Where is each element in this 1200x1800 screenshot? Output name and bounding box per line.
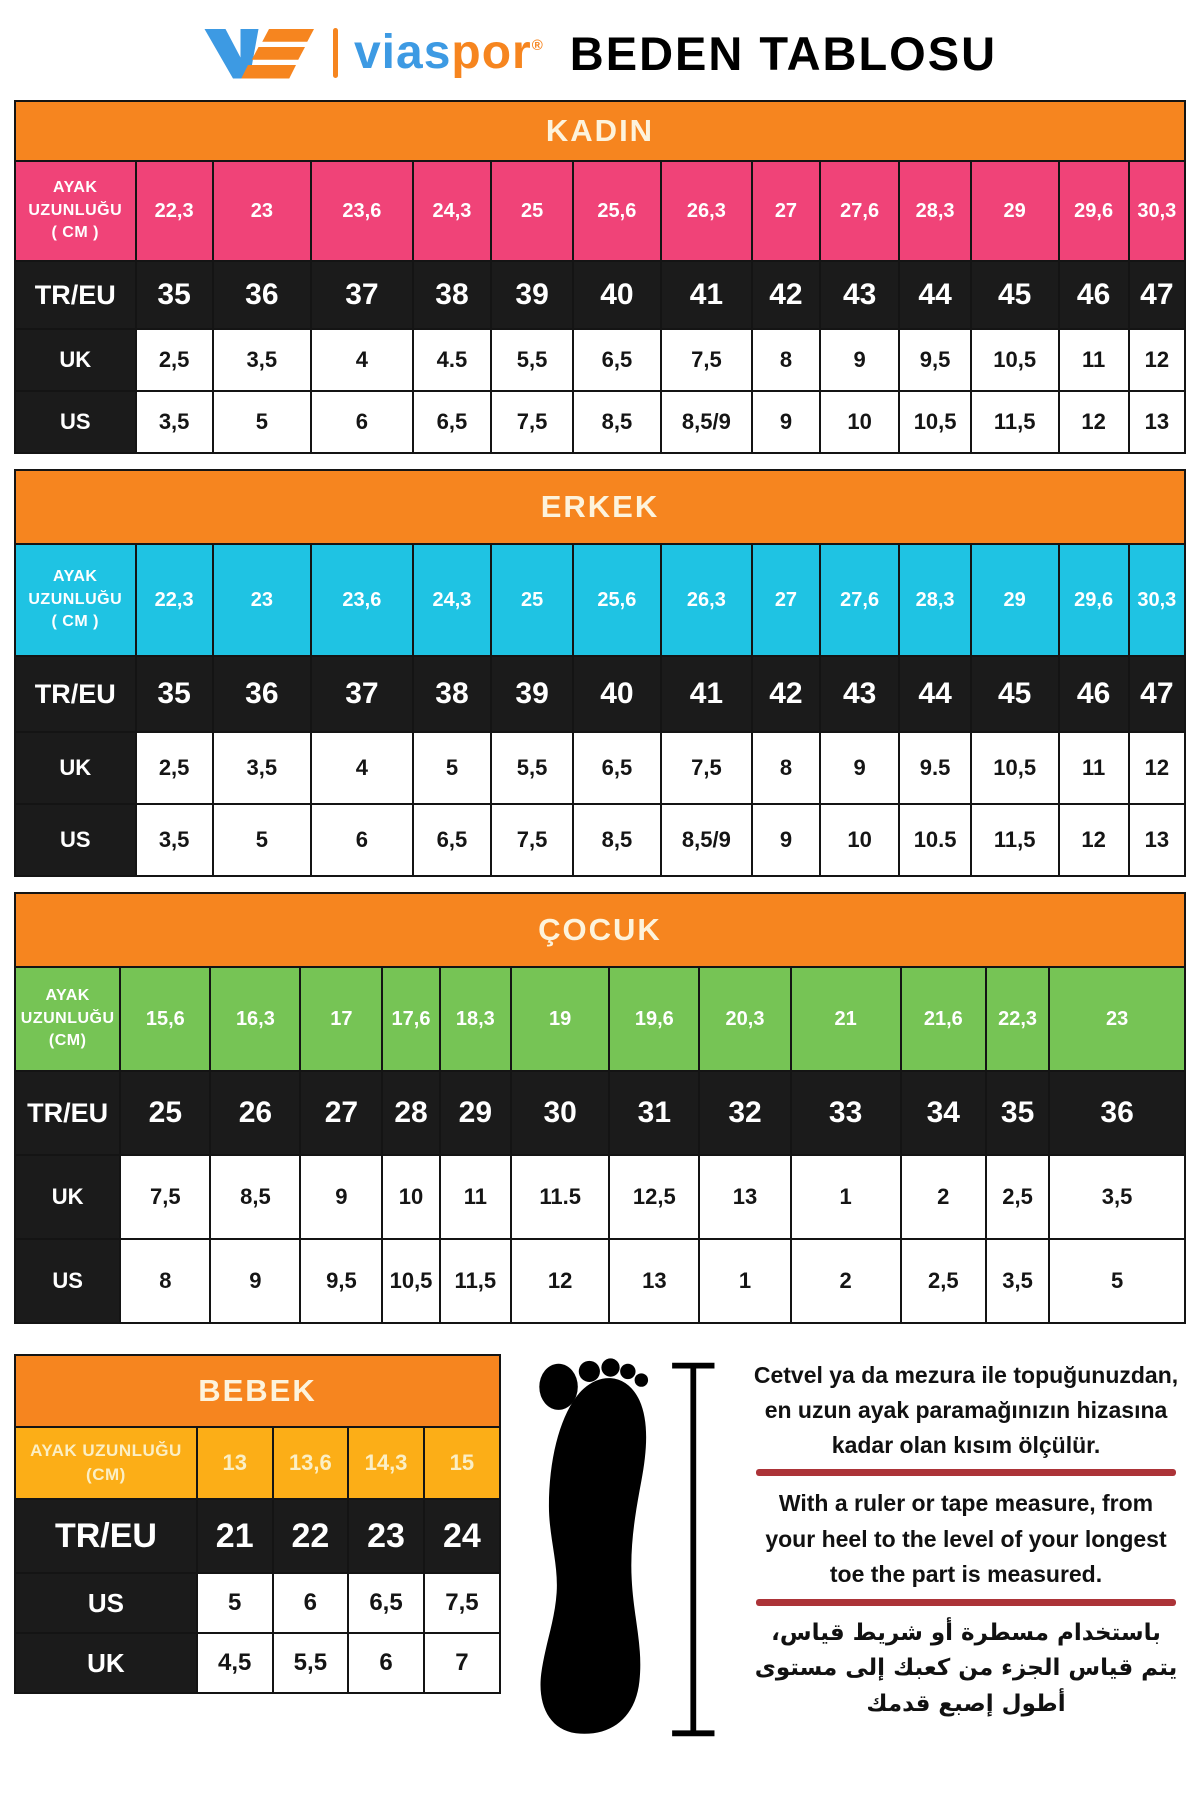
size-table-erkek-grid bbox=[14, 469, 1186, 877]
size-value-cell: 21 bbox=[197, 1499, 273, 1573]
foot-length-label: AYAK UZUNLUĞU (CM) bbox=[15, 1427, 197, 1499]
size-value-cell: 9 bbox=[752, 391, 820, 453]
table-title-cocuk: ÇOCUK bbox=[15, 893, 1185, 967]
size-value-cell: 3,5 bbox=[136, 804, 213, 876]
size-value-cell: 4 bbox=[311, 329, 413, 391]
cm-value-cell: 21 bbox=[791, 967, 901, 1071]
size-value-cell: 7,5 bbox=[661, 329, 752, 391]
cm-value-cell: 13,6 bbox=[273, 1427, 349, 1499]
size-value-cell: 4,5 bbox=[197, 1633, 273, 1693]
size-value-cell: 26 bbox=[210, 1071, 300, 1155]
size-value-cell: 45 bbox=[971, 656, 1059, 732]
bottom-row bbox=[14, 1354, 1186, 1741]
measurement-instructions bbox=[746, 1354, 1186, 1741]
row-label-tr-eu: TR/EU bbox=[15, 1499, 197, 1573]
cm-value-cell: 27,6 bbox=[820, 544, 900, 656]
cm-value-cell: 18,3 bbox=[440, 967, 511, 1071]
foot-length-label: AYAK UZUNLUĞU ( CM ) bbox=[15, 161, 136, 261]
row-label-us: US bbox=[15, 804, 136, 876]
page-title: BEDEN TABLOSU bbox=[569, 26, 998, 80]
cm-value-cell: 30,3 bbox=[1129, 544, 1185, 656]
row-label-us: US bbox=[15, 1239, 120, 1323]
size-value-cell: 30 bbox=[511, 1071, 609, 1155]
size-value-cell: 5,5 bbox=[491, 329, 573, 391]
size-value-cell: 8,5 bbox=[573, 391, 661, 453]
size-value-cell: 1 bbox=[791, 1155, 901, 1239]
row-label-uk: UK bbox=[15, 1633, 197, 1693]
size-value-cell: 10 bbox=[820, 391, 900, 453]
size-value-cell: 2,5 bbox=[136, 329, 213, 391]
size-value-cell: 8 bbox=[752, 732, 820, 804]
brand-wordmark-orange: por bbox=[451, 26, 532, 79]
size-value-cell: 6,5 bbox=[413, 391, 491, 453]
size-value-cell: 6,5 bbox=[573, 329, 661, 391]
size-value-cell: 6 bbox=[311, 391, 413, 453]
size-value-cell: 7 bbox=[424, 1633, 500, 1693]
size-value-cell: 5 bbox=[197, 1573, 273, 1633]
size-value-cell: 41 bbox=[661, 261, 752, 329]
size-table-cocuk-grid bbox=[14, 892, 1186, 1324]
size-value-cell: 43 bbox=[820, 261, 900, 329]
size-value-cell: 2 bbox=[901, 1155, 986, 1239]
cm-value-cell: 23,6 bbox=[311, 544, 413, 656]
size-value-cell: 6 bbox=[311, 804, 413, 876]
size-value-cell: 3,5 bbox=[213, 329, 311, 391]
size-value-cell: 10,5 bbox=[971, 329, 1059, 391]
cm-value-cell: 23 bbox=[213, 544, 311, 656]
red-divider-bar bbox=[756, 1469, 1176, 1476]
cm-value-cell: 27,6 bbox=[820, 161, 900, 261]
size-value-cell: 32 bbox=[699, 1071, 790, 1155]
red-divider-bar bbox=[756, 1599, 1176, 1606]
size-value-cell: 7,5 bbox=[120, 1155, 210, 1239]
size-value-cell: 38 bbox=[413, 656, 491, 732]
foot-measurement-graphic bbox=[521, 1354, 726, 1741]
size-value-cell: 8,5/9 bbox=[661, 391, 752, 453]
size-value-cell: 10,5 bbox=[899, 391, 970, 453]
size-value-cell: 7,5 bbox=[491, 391, 573, 453]
size-value-cell: 10,5 bbox=[971, 732, 1059, 804]
size-value-cell: 11 bbox=[1059, 329, 1129, 391]
cm-value-cell: 22,3 bbox=[136, 544, 213, 656]
size-value-cell: 12 bbox=[1059, 391, 1129, 453]
cm-value-cell: 17,6 bbox=[382, 967, 439, 1071]
cm-value-cell: 25 bbox=[491, 544, 573, 656]
size-value-cell: 4.5 bbox=[413, 329, 491, 391]
instruction-english: With a ruler or tape measure, from your heel to the level of your longest toe the part is measured. bbox=[765, 1489, 1167, 1588]
size-value-cell: 9 bbox=[210, 1239, 300, 1323]
cm-value-cell: 26,3 bbox=[661, 161, 752, 261]
size-value-cell: 35 bbox=[136, 261, 213, 329]
size-value-cell: 2 bbox=[791, 1239, 901, 1323]
size-value-cell: 34 bbox=[901, 1071, 986, 1155]
cm-value-cell: 30,3 bbox=[1129, 161, 1185, 261]
ruler-line-icon bbox=[672, 1366, 714, 1734]
size-value-cell: 13 bbox=[1129, 804, 1185, 876]
cm-value-cell: 26,3 bbox=[661, 544, 752, 656]
size-value-cell: 8,5/9 bbox=[661, 804, 752, 876]
size-value-cell: 5,5 bbox=[491, 732, 573, 804]
cm-value-cell: 13 bbox=[197, 1427, 273, 1499]
size-value-cell: 22 bbox=[273, 1499, 349, 1573]
cm-value-cell: 15 bbox=[424, 1427, 500, 1499]
size-value-cell: 9.5 bbox=[899, 732, 970, 804]
size-value-cell: 10 bbox=[820, 804, 900, 876]
cm-value-cell: 25,6 bbox=[573, 544, 661, 656]
logo-divider bbox=[333, 28, 338, 78]
cm-value-cell: 20,3 bbox=[699, 967, 790, 1071]
brand-wordmark-blue: vias bbox=[353, 26, 452, 79]
cm-value-cell: 15,6 bbox=[120, 967, 210, 1071]
size-value-cell: 42 bbox=[752, 261, 820, 329]
size-value-cell: 6,5 bbox=[573, 732, 661, 804]
cm-value-cell: 21,6 bbox=[901, 967, 986, 1071]
cm-value-cell: 16,3 bbox=[210, 967, 300, 1071]
size-value-cell: 12 bbox=[1129, 329, 1185, 391]
size-value-cell: 7,5 bbox=[424, 1573, 500, 1633]
cm-value-cell: 23 bbox=[213, 161, 311, 261]
registered-trademark-icon: ® bbox=[531, 37, 544, 54]
brand-wordmark bbox=[353, 26, 544, 79]
size-value-cell: 13 bbox=[609, 1239, 699, 1323]
size-table-bebek-grid bbox=[14, 1354, 501, 1694]
size-value-cell: 44 bbox=[899, 656, 970, 732]
size-value-cell: 12 bbox=[1129, 732, 1185, 804]
row-label-uk: UK bbox=[15, 329, 136, 391]
cm-value-cell: 22,3 bbox=[986, 967, 1049, 1071]
size-value-cell: 2,5 bbox=[136, 732, 213, 804]
size-value-cell: 2,5 bbox=[901, 1239, 986, 1323]
size-value-cell: 39 bbox=[491, 656, 573, 732]
row-label-tr-eu: TR/EU bbox=[15, 261, 136, 329]
size-value-cell: 11,5 bbox=[440, 1239, 511, 1323]
size-value-cell: 6 bbox=[273, 1573, 349, 1633]
cm-value-cell: 27 bbox=[752, 161, 820, 261]
size-value-cell: 9,5 bbox=[300, 1239, 382, 1323]
size-value-cell: 3,5 bbox=[136, 391, 213, 453]
size-value-cell: 7,5 bbox=[661, 732, 752, 804]
cm-value-cell: 17 bbox=[300, 967, 382, 1071]
table-title-erkek: ERKEK bbox=[15, 470, 1185, 544]
size-value-cell: 47 bbox=[1129, 656, 1185, 732]
size-value-cell: 9 bbox=[752, 804, 820, 876]
size-table-erkek bbox=[14, 469, 1186, 877]
size-value-cell: 25 bbox=[120, 1071, 210, 1155]
size-value-cell: 24 bbox=[424, 1499, 500, 1573]
size-value-cell: 36 bbox=[213, 261, 311, 329]
instruction-arabic: باستخدام مسطرة أو شريط قياس، يتم قياس الجزء من كعبك إلى مستوى أطول إصبع قدمك bbox=[754, 1619, 1178, 1718]
cm-value-cell: 29 bbox=[971, 161, 1059, 261]
row-label-us: US bbox=[15, 391, 136, 453]
size-table-kadin bbox=[14, 100, 1186, 454]
size-value-cell: 12 bbox=[1059, 804, 1129, 876]
size-tables bbox=[14, 100, 1186, 1741]
foot-length-label: AYAK UZUNLUĞU (CM) bbox=[15, 967, 120, 1071]
cm-value-cell: 14,3 bbox=[348, 1427, 424, 1499]
foot-length-label: AYAK UZUNLUĞU ( CM ) bbox=[15, 544, 136, 656]
size-value-cell: 31 bbox=[609, 1071, 699, 1155]
size-value-cell: 38 bbox=[413, 261, 491, 329]
size-value-cell: 9,5 bbox=[899, 329, 970, 391]
cm-value-cell: 29,6 bbox=[1059, 544, 1129, 656]
vs-logo-icon bbox=[203, 23, 317, 83]
size-value-cell: 2,5 bbox=[986, 1155, 1049, 1239]
size-value-cell: 12,5 bbox=[609, 1155, 699, 1239]
foot-icon bbox=[539, 1358, 648, 1733]
size-value-cell: 8,5 bbox=[573, 804, 661, 876]
size-value-cell: 5 bbox=[213, 391, 311, 453]
cm-value-cell: 23,6 bbox=[311, 161, 413, 261]
size-value-cell: 6,5 bbox=[413, 804, 491, 876]
size-value-cell: 5 bbox=[213, 804, 311, 876]
size-value-cell: 23 bbox=[348, 1499, 424, 1573]
row-label-tr-eu: TR/EU bbox=[15, 1071, 120, 1155]
size-value-cell: 13 bbox=[1129, 391, 1185, 453]
size-value-cell: 5 bbox=[413, 732, 491, 804]
size-value-cell: 41 bbox=[661, 656, 752, 732]
size-table-cocuk bbox=[14, 892, 1186, 1324]
size-value-cell: 37 bbox=[311, 656, 413, 732]
cm-value-cell: 27 bbox=[752, 544, 820, 656]
cm-value-cell: 28,3 bbox=[899, 544, 970, 656]
cm-value-cell: 29 bbox=[971, 544, 1059, 656]
cm-value-cell: 25 bbox=[491, 161, 573, 261]
size-value-cell: 40 bbox=[573, 656, 661, 732]
size-value-cell: 11,5 bbox=[971, 804, 1059, 876]
size-value-cell: 11,5 bbox=[971, 391, 1059, 453]
row-label-tr-eu: TR/EU bbox=[15, 656, 136, 732]
row-label-uk: UK bbox=[15, 732, 136, 804]
size-value-cell: 47 bbox=[1129, 261, 1185, 329]
size-value-cell: 3,5 bbox=[986, 1239, 1049, 1323]
size-value-cell: 35 bbox=[986, 1071, 1049, 1155]
size-value-cell: 4 bbox=[311, 732, 413, 804]
size-value-cell: 5 bbox=[1049, 1239, 1185, 1323]
size-value-cell: 3,5 bbox=[213, 732, 311, 804]
size-value-cell: 35 bbox=[136, 656, 213, 732]
size-value-cell: 36 bbox=[1049, 1071, 1185, 1155]
cm-value-cell: 28,3 bbox=[899, 161, 970, 261]
size-value-cell: 11.5 bbox=[511, 1155, 609, 1239]
instruction-turkish: Cetvel ya da mezura ile topuğunuzdan, en uzun ayak paramağınızın hizasına kadar olan kısım ölçülür. bbox=[753, 1362, 1179, 1458]
table-title-bebek: BEBEK bbox=[15, 1355, 500, 1427]
size-value-cell: 33 bbox=[791, 1071, 901, 1155]
cm-value-cell: 25,6 bbox=[573, 161, 661, 261]
size-value-cell: 7,5 bbox=[491, 804, 573, 876]
size-value-cell: 10.5 bbox=[899, 804, 970, 876]
brand-header bbox=[14, 6, 1186, 100]
size-value-cell: 6 bbox=[348, 1633, 424, 1693]
size-value-cell: 27 bbox=[300, 1071, 382, 1155]
size-value-cell: 13 bbox=[699, 1155, 790, 1239]
size-value-cell: 45 bbox=[971, 261, 1059, 329]
size-value-cell: 29 bbox=[440, 1071, 511, 1155]
size-value-cell: 8 bbox=[120, 1239, 210, 1323]
size-value-cell: 36 bbox=[213, 656, 311, 732]
size-value-cell: 9 bbox=[820, 732, 900, 804]
size-value-cell: 10 bbox=[382, 1155, 439, 1239]
size-value-cell: 44 bbox=[899, 261, 970, 329]
size-value-cell: 1 bbox=[699, 1239, 790, 1323]
size-value-cell: 28 bbox=[382, 1071, 439, 1155]
cm-value-cell: 22,3 bbox=[136, 161, 213, 261]
size-table-bebek bbox=[14, 1354, 501, 1741]
size-value-cell: 46 bbox=[1059, 656, 1129, 732]
size-value-cell: 10,5 bbox=[382, 1239, 439, 1323]
size-value-cell: 8 bbox=[752, 329, 820, 391]
size-value-cell: 6,5 bbox=[348, 1573, 424, 1633]
size-value-cell: 5,5 bbox=[273, 1633, 349, 1693]
size-value-cell: 9 bbox=[300, 1155, 382, 1239]
cm-value-cell: 19 bbox=[511, 967, 609, 1071]
size-value-cell: 42 bbox=[752, 656, 820, 732]
size-value-cell: 9 bbox=[820, 329, 900, 391]
cm-value-cell: 19,6 bbox=[609, 967, 699, 1071]
size-value-cell: 40 bbox=[573, 261, 661, 329]
cm-value-cell: 29,6 bbox=[1059, 161, 1129, 261]
size-value-cell: 39 bbox=[491, 261, 573, 329]
cm-value-cell: 24,3 bbox=[413, 544, 491, 656]
row-label-us: US bbox=[15, 1573, 197, 1633]
size-value-cell: 11 bbox=[440, 1155, 511, 1239]
size-value-cell: 3,5 bbox=[1049, 1155, 1185, 1239]
size-value-cell: 12 bbox=[511, 1239, 609, 1323]
size-table-kadin-grid bbox=[14, 100, 1186, 454]
cm-value-cell: 24,3 bbox=[413, 161, 491, 261]
row-label-uk: UK bbox=[15, 1155, 120, 1239]
size-value-cell: 43 bbox=[820, 656, 900, 732]
table-title-kadin: KADIN bbox=[15, 101, 1185, 161]
size-value-cell: 11 bbox=[1059, 732, 1129, 804]
size-value-cell: 46 bbox=[1059, 261, 1129, 329]
size-value-cell: 37 bbox=[311, 261, 413, 329]
size-value-cell: 8,5 bbox=[210, 1155, 300, 1239]
cm-value-cell: 23 bbox=[1049, 967, 1185, 1071]
